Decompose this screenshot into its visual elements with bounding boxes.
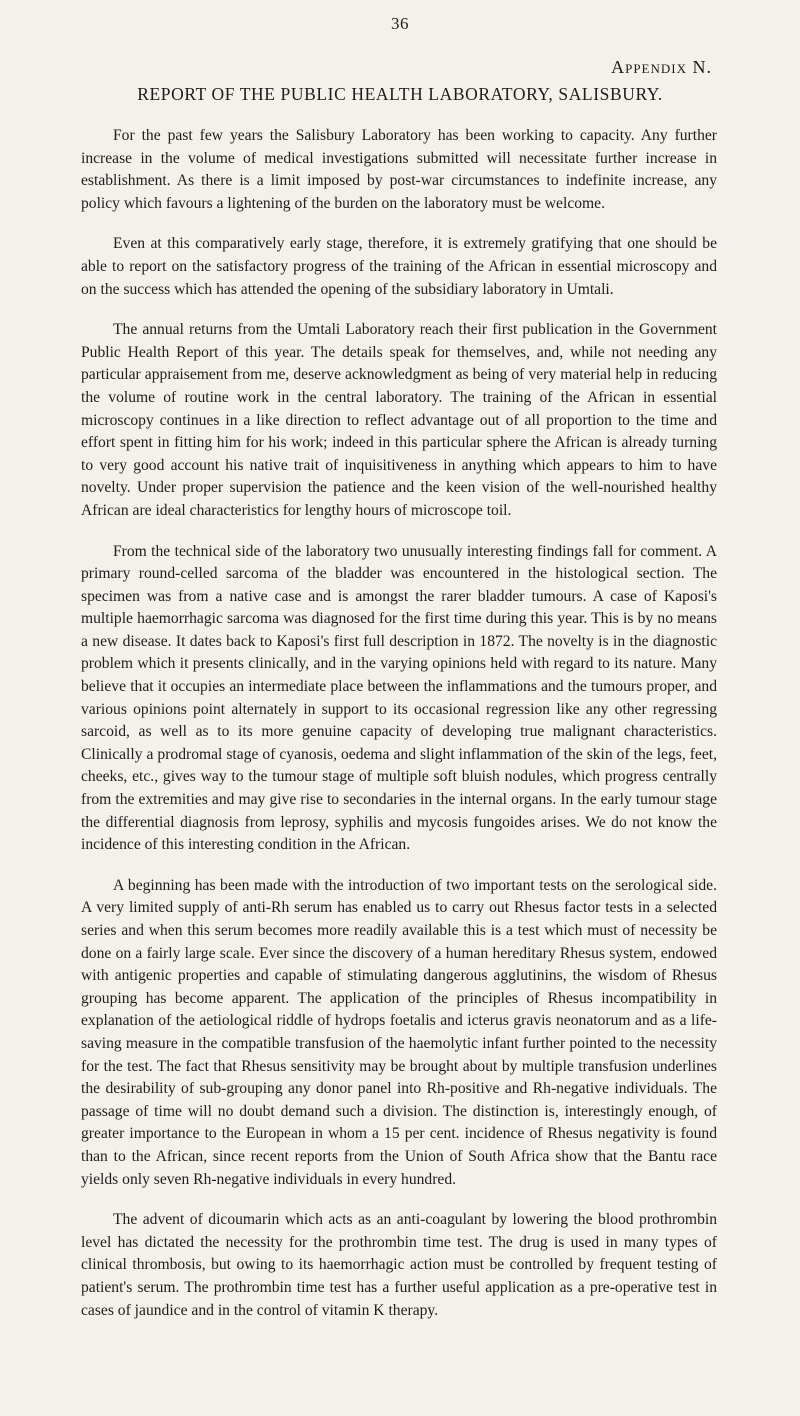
page-number: 36 bbox=[391, 14, 409, 33]
paragraph: The advent of dicoumarin which acts as an anti-coagulant by lowering the blood prothrombin level has dictated the necessity for the prothrombin time test. The drug is used in many types of clinical thrombosis, but owing to its haemorrhagic action must be controlled by frequent testing of patient's serum. The prothrombin time test has a further useful application as a pre-operative test in cases of jaundice and in the control of vitamin K therapy. bbox=[81, 1211, 717, 1319]
paragraph: The annual returns from the Umtali Laboratory reach their first publication in the Government Public Health Report of this year. The details speak for themselves, and, while not needing any particular appraisement from me, deserve acknowledgment as being of very material help in reducing the volume of routine work in the central laboratory. The training of the African in essential microscopy continues in a like direction to reflect advantage out of all proportion to the time and effort spent in fitting him for his work; indeed in this particular sphere the African is already turning to very good account his native trait of inquisitiveness in anything which appears to him to have novelty. Under proper supervision the patience and the keen vision of the well-nourished healthy African are ideal characteristics for lengthy hours of microscope toil. bbox=[81, 321, 717, 519]
report-body bbox=[81, 125, 717, 1340]
report-title: REPORT OF THE PUBLIC HEALTH LABORATORY, SALISBURY. bbox=[137, 84, 663, 104]
paragraph: For the past few years the Salisbury Laboratory has been working to capacity. Any further increase in the volume of medical investigations submitted will necessitate further increase in establishment. As there is a limit imposed by post-war circumstances to indefinite increase, any policy which favours a lightening of the burden on the laboratory must be welcome. bbox=[81, 127, 717, 212]
paragraph: A beginning has been made with the introduction of two important tests on the serological side. A very limited supply of anti-Rh serum has enabled us to carry out Rhesus factor tests in a selected series and when this serum becomes more readily available this is a test which must of necessity be done on a fairly large scale. Ever since the discovery of a human hereditary Rhesus system, endowed with antigenic properties and capable of stimulating dangerous agglutinins, the wisdom of Rhesus grouping has become apparent. The application of the principles of Rhesus incompatibility in explanation of the aetiological riddle of hydrops foetalis and icterus gravis neonatorum and as a life-saving measure in the compatible transfusion of the haemolytic infant further pointed to the necessity for the test. The fact that Rhesus sensitivity may be brought about by multiple transfusion underlines the desirability of sub-grouping any donor panel into Rh-positive and Rh-negative individuals. The passage of time will no doubt demand such a division. The distinction is, interestingly enough, of greater importance to the European in whom a 15 per cent. incidence of Rhesus negativity is found than to the African, since recent reports from the Union of South Africa show that the Bantu race yields only seven Rh-negative individuals in every hundred. bbox=[81, 876, 717, 1188]
paragraph: From the technical side of the laboratory two unusually interesting findings fall for comment. A primary round-celled sarcoma of the bladder was encountered in the histological section. The specimen was from a native case and is amongst the rarer bladder tumours. A case of Kaposi's multiple haemorrhagic sarcoma was diagnosed for the first time during this year. This is by no means a new disease. It dates back to Kaposi's first full description in 1872. The novelty is in the diagnostic problem which it presents clinically, and in the varying opinions held with regard to its nature. Many believe that it occupies an intermediate place between the inflammations and the tumours proper, and various opinions point alternately in support to its occasional regression like any other regressing sarcoid, as well as to its more genuine capacity of developing true malignant characteristics. Clinically a prodromal stage of cyanosis, oedema and slight inflammation of the skin of the legs, feet, cheeks, etc., gives way to the tumour stage of multiple soft bluish nodules, which progress centrally from the extremities and may give rise to secondaries in the internal organs. In the early tumour stage the differential diagnosis from leprosy, syphilis and mycosis fungoides arises. We do not know the incidence of this interesting condition in the African. bbox=[81, 542, 717, 854]
paragraph: Even at this comparatively early stage, therefore, it is extremely gratifying that one should be able to report on the satisfactory progress of the training of the African in essential microscopy and on the success which has attended the opening of the subsidiary laboratory in Umtali. bbox=[81, 235, 717, 298]
appendix-label: Appendix N. bbox=[611, 57, 712, 77]
